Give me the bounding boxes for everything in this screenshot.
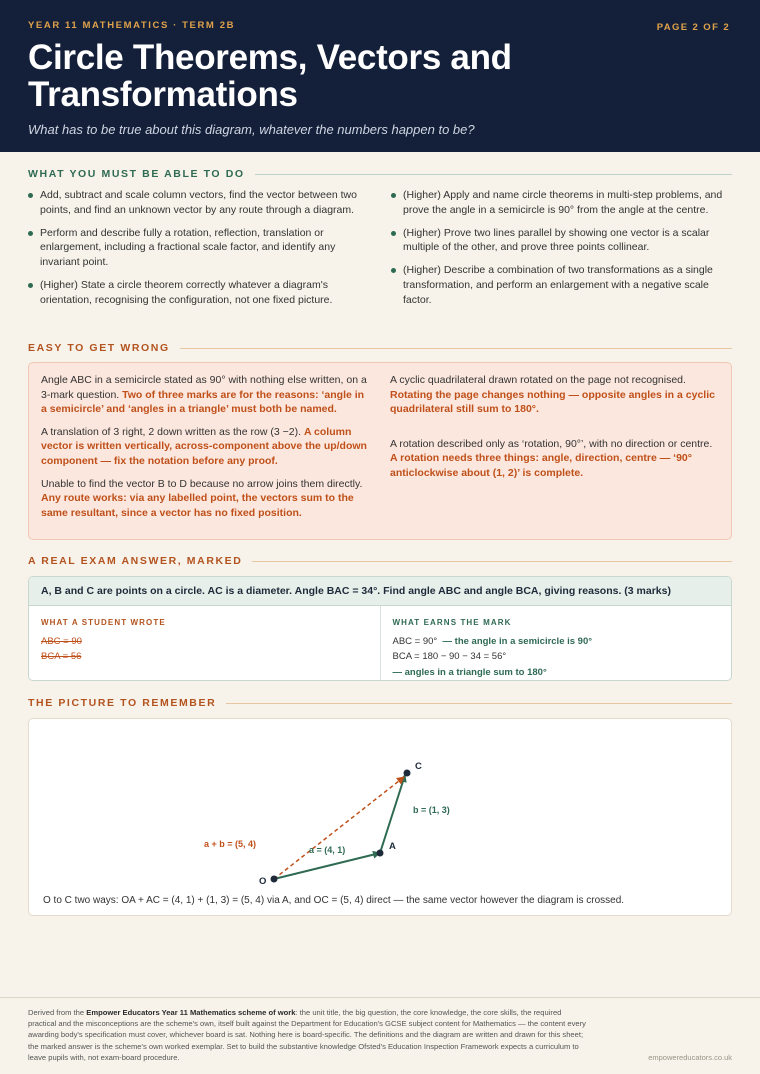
skills-column-left [28,188,369,316]
exam-heading: A REAL EXAM ANSWER, MARKED [28,555,732,567]
footer-site: empowereducators.co.uk [648,1053,732,1062]
diagram-caption: O to C two ways: OA + AC = (4, 1) + (1, 3) = (5, 4) via A, and OC = (5, 4) direct — the same vector however the diagram is crossed. [43,895,625,906]
misconception-item: A translation of 3 right, 2 down written as the row (3 −2). A column vector is written vertically, across-component above the up/down component — fix the notation before any proof. [41,425,367,467]
skill-item: (Higher) Apply and name circle theorems in multi-step problems, and prove the angle in a semicircle is 90° from the angle at the centre. [391,188,732,218]
misconceptions-column-left [41,373,370,529]
earn-line: ABC = 90° — the angle in a semicircle is 90° [392,635,593,647]
misconception-item: A rotation described only as ‘rotation, 90°’, with no direction or centre. A rotation needs three things: angle, direction, centre — ‘90° anticlockwise about (1, 2)’ is complete. [390,437,713,479]
label-a: A [389,841,396,852]
point-a [377,850,384,857]
vector-diagram [29,719,733,917]
page-number: PAGE 2 OF 2 [656,22,730,33]
label-resultant: a + b = (5, 4) [204,839,257,849]
earn-line: BCA = 180 − 90 − 34 = 56° [392,651,507,662]
header-banner [0,0,760,152]
label-vector-a: a = (4, 1) [309,845,346,855]
mark-scheme [380,606,732,681]
exam-answer-box [28,576,732,681]
misconception-item: A cyclic quadrilateral drawn rotated on the page not recognised. Rotating the page changes nothing — opposite angles in a cyclic quadrilateral still sum to 180°. [390,374,715,416]
vector-diagram-box [28,718,732,916]
skills-list [28,188,732,316]
skill-item: (Higher) State a circle theorem correctly whatever a diagram's orientation, recognising the configuration, not one fixed picture. [28,278,369,308]
misconception-item: Unable to find the vector B to D because no arrow joins them directly. Any route works: via any labelled point, the vectors sum to the same resultant, since a vector has no fixed position. [41,477,363,519]
vector-a-line [274,853,380,879]
skills-heading: WHAT YOU MUST BE ABLE TO DO [28,168,732,180]
earn-line: — angles in a triangle sum to 180° [392,666,547,678]
misconception-item: Angle ABC in a semicircle stated as 90° with nothing else written, on a 3-mark question. Two of three marks are for the reasons: ‘angle in a semicircle’ and ‘angles in a triangle’ must both be named. [41,374,367,416]
student-label: WHAT A STUDENT WROTE [41,618,166,627]
exam-question: A, B and C are points on a circle. AC is a diameter. Angle BAC = 34°. Find angle ABC and angle BCA, giving reasons. (3 marks) [29,577,731,606]
page-title: Circle Theorems, Vectors and Transformations [28,38,512,114]
student-line: BCA = 56 [41,651,82,662]
footer-source: Empower Educators Year 11 Mathematics scheme of work [86,1008,296,1017]
unit-eyebrow: YEAR 11 MATHEMATICS · TERM 2B [28,20,236,31]
label-c: C [415,761,422,772]
big-question: What has to be true about this diagram, whatever the numbers happen to be? [28,122,475,137]
skill-item: (Higher) Describe a combination of two transformations as a single transformation, and perform an enlargement with a negative scale factor. [391,263,732,307]
skill-item: Add, subtract and scale column vectors, find the vector between two points, and find an unknown vector by any route through a diagram. [28,188,369,218]
point-c [404,770,411,777]
footer-note: Derived from the Empower Educators Year 11 Mathematics scheme of work: the unit title, the big question, the core knowledge, the core skills, the required practical and the misconceptions are the scheme's own, itself built against the Department for Education's GCSE subject content for Mathematics — the content every awarding body's specification must cover, whichever board is sat. Nothing here is board-specific. The definitions and the diagram are written and drawn for this sheet; the marked answer is the scheme's own worked exemplar. Set to build the substantive knowledge Ofsted's Education Inspection Framework expects a curriculum to leave pupils with, not exam-board procedure. [28,1008,586,1062]
skills-column-right [391,188,732,316]
picture-heading: THE PICTURE TO REMEMBER [28,697,732,709]
misconceptions-box [28,362,732,540]
earn-label: WHAT EARNS THE MARK [392,618,512,627]
student-line: ABC = 90 [41,635,82,647]
skill-item: Perform and describe fully a rotation, reflection, translation or enlargement, including a fractional scale factor, and identify any invariant point. [28,226,369,270]
student-answer [29,606,380,681]
skill-item: (Higher) Prove two lines parallel by showing one vector is a scalar multiple of the other, and prove three points collinear. [391,226,732,256]
point-o [271,876,278,883]
label-vector-b: b = (1, 3) [413,805,450,815]
misconceptions-heading: EASY TO GET WRONG [28,342,732,354]
label-o: O [259,876,267,887]
footer-divider [0,997,760,998]
misconceptions-column-right [390,373,719,529]
